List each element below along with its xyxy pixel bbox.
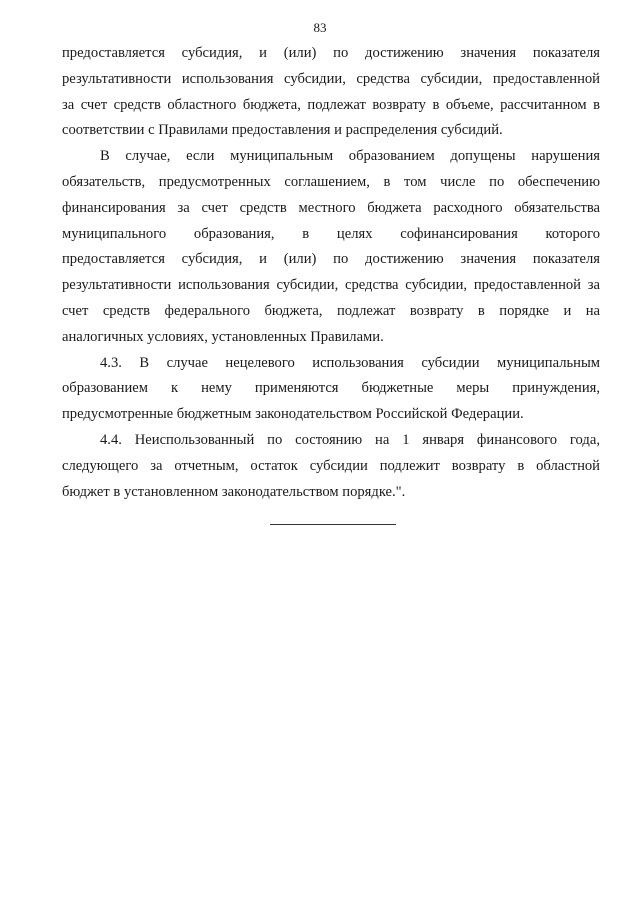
text-line: 4.4. Неиспользованный по состоянию на 1 января финансового года, [100, 431, 600, 448]
paragraph-continuation [62, 41, 600, 144]
page-number: 83 [313, 20, 327, 35]
text-line: 4.3. В случае нецелевого использования субсидии муниципальным [100, 354, 600, 371]
text-line: образованием к нему применяются бюджетные меры принуждения, [62, 380, 600, 397]
text-line: соответствии с Правилами предоставления и распределения субсидий. [62, 122, 503, 139]
text-line: за счет средств областного бюджета, подлежат возврату в объеме, рассчитанном в [62, 96, 600, 113]
text-line: финансирования за счет средств местного бюджета расходного обязательства [62, 199, 600, 216]
document-body [62, 41, 600, 505]
text-line: предоставляется субсидия, и (или) по достижению значения показателя [62, 45, 600, 61]
text-line: бюджет в установленном законодательством порядке.". [62, 483, 406, 500]
text-line: аналогичных условиях, установленных Правилами. [62, 328, 384, 345]
text-line: предоставляется субсидия, и (или) по достижению значения показателя [62, 251, 600, 268]
text-line: муниципального образования, в целях софинансирования которого [62, 225, 600, 242]
text-line: следующего за отчетным, остаток субсидии подлежит возврату в областной [62, 457, 600, 474]
text-line: предусмотренные бюджетным законодательством Российской Федерации. [62, 406, 524, 423]
text-line: результативности использования субсидии, средства субсидии, предоставленной за [62, 277, 600, 294]
end-separator-line [270, 524, 396, 525]
text-line: В случае, если муниципальным образованием допущены нарушения [100, 148, 600, 165]
paragraph-4-4 [62, 428, 600, 505]
text-line: счет средств федерального бюджета, подлежат возврату в порядке и на [62, 302, 600, 319]
text-line: обязательств, предусмотренных соглашением, в том числе по обеспечению [62, 173, 600, 190]
paragraph-violations [62, 144, 600, 350]
text-line: результативности использования субсидии, средства субсидии, предоставленной [62, 70, 600, 87]
paragraph-4-3 [62, 351, 600, 428]
